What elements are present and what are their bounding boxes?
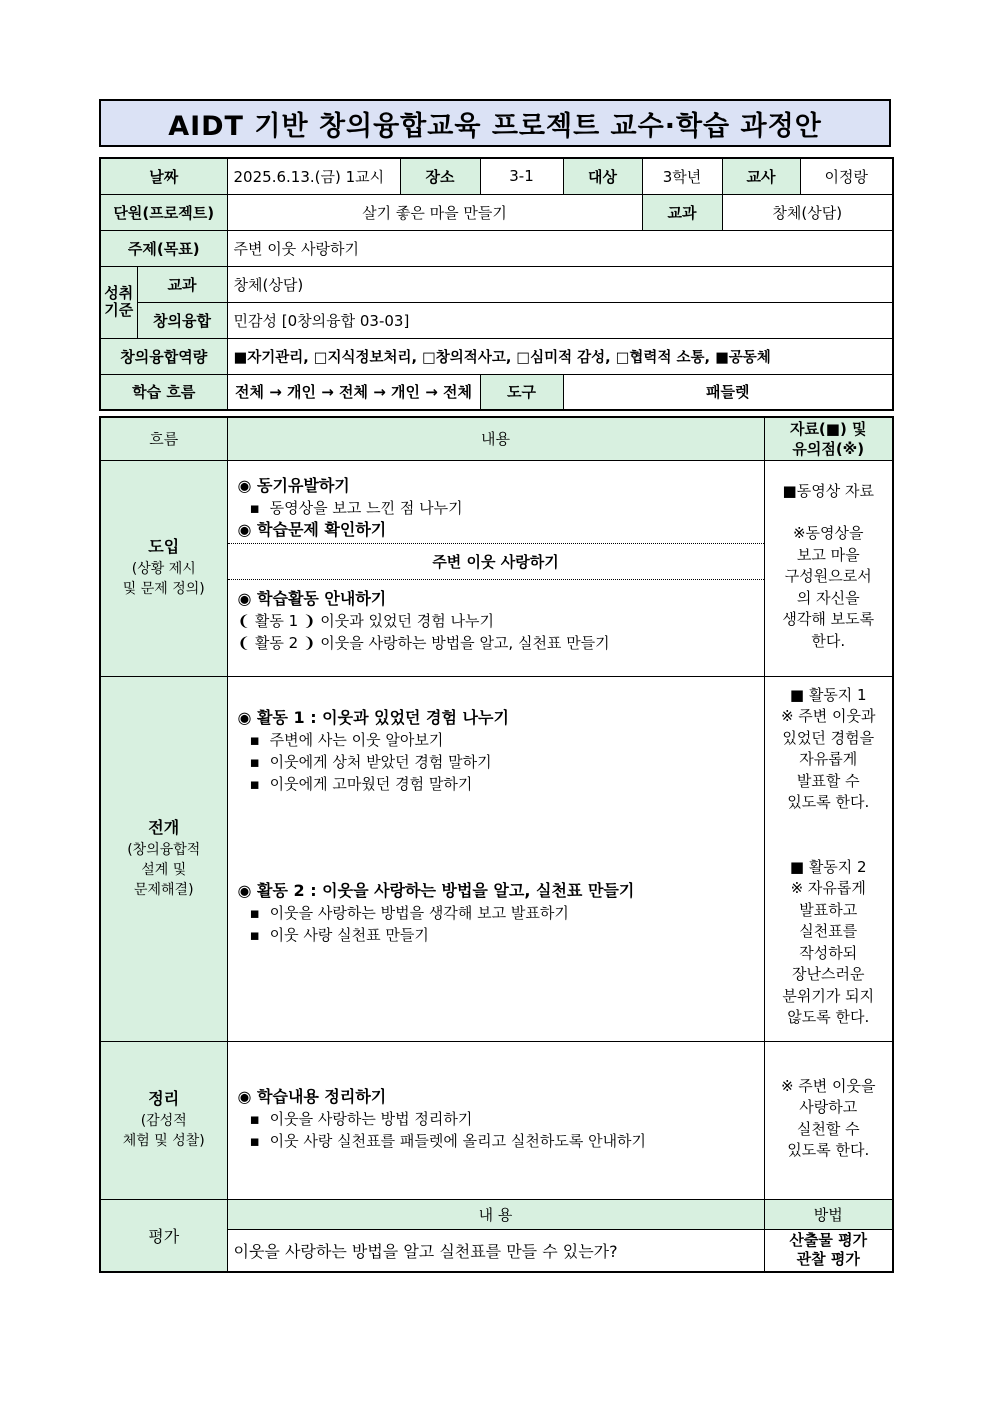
intro-note-line: ■동영상 자료 <box>782 481 874 500</box>
dev-bullet: ▪ 이웃에게 고마웠던 경험 말하기 <box>238 773 754 795</box>
eval-method-observation: 관찰 평가 <box>796 1250 860 1269</box>
stage-dev-sub3: 문제해결) <box>133 881 194 898</box>
intro-note-line: 보고 마을 <box>796 545 860 564</box>
dev-note-2-line: 분위기가 되지 <box>782 986 875 1005</box>
target-value: 3학년 <box>642 158 722 194</box>
dev-heading-activity-1: ◉ 활동 1 : 이웃과 있었던 경험 나누기 <box>237 707 509 727</box>
dev-note-1-line: 자유롭게 <box>799 750 858 768</box>
wrap-note <box>764 1041 893 1199</box>
subject-value: 창체(상담) <box>722 194 893 230</box>
date-label: 날짜 <box>100 158 227 194</box>
stage-dev-title: 전개 <box>148 817 180 837</box>
flow-label: 학습 흐름 <box>100 374 227 410</box>
stage-wrap-title: 정리 <box>148 1089 180 1108</box>
eval-method-header: 방법 <box>764 1199 893 1229</box>
eval-content-value: 이웃을 사랑하는 방법을 알고 실천표를 만들 수 있는가? <box>227 1229 764 1272</box>
col-note-header-line2: 유의점(※) <box>792 439 865 458</box>
dev-note-1-line: ■ 활동지 1 <box>789 685 867 704</box>
dev-note <box>764 676 893 1041</box>
dev-note-2-line: 않도록 한다. <box>787 1008 870 1026</box>
dev-note-2-line: 장난스러운 <box>792 965 865 983</box>
dev-note-2-line: 실천표를 <box>799 922 858 940</box>
dev-bullet: ▪ 이웃 사랑 실천표 만들기 <box>238 924 754 946</box>
topic-label: 주제(목표) <box>100 230 227 266</box>
stage-wrap-up <box>100 1041 227 1199</box>
dev-note-1-line: 있었던 경험을 <box>782 728 875 747</box>
topic-value: 주변 이웃 사랑하기 <box>227 230 893 266</box>
unit-label: 단원(프로젝트) <box>100 194 227 230</box>
stage-development <box>100 676 227 1041</box>
stage-intro-sub2: 및 문제 정의) <box>122 581 205 597</box>
learning-goal: 주변 이웃 사랑하기 <box>228 543 764 579</box>
col-flow-header: 흐름 <box>100 417 227 460</box>
dev-note-1-line: ※ 주변 이웃과 <box>780 707 876 725</box>
competency-label: 창의융합역량 <box>100 338 227 374</box>
dev-bullet: ▪ 이웃을 사랑하는 방법을 생각해 보고 발표하기 <box>238 902 754 924</box>
unit-value: 살기 좋은 마을 만들기 <box>227 194 642 230</box>
stage-intro <box>100 460 227 676</box>
competency-value: ■자기관리, □지식정보처리, □창의적사고, □심미적 감성, □협력적 소통, ■공동체 <box>227 338 893 374</box>
lesson-info-table <box>99 157 894 411</box>
intro-heading-problem: ◉ 학습문제 확인하기 <box>237 519 387 539</box>
target-label: 대상 <box>563 158 642 194</box>
intro-heading-activity-guide: ◉ 학습활동 안내하기 <box>237 588 387 608</box>
dev-note-1-line: 발표할 수 <box>796 771 860 790</box>
wrap-content <box>227 1041 764 1199</box>
intro-note-spacer <box>769 502 889 523</box>
place-value: 3-1 <box>480 158 563 194</box>
dev-note-2-line: ■ 활동지 2 <box>789 857 867 876</box>
wrap-heading-summary: ◉ 학습내용 정리하기 <box>237 1086 387 1106</box>
wrap-note-line: ※ 주변 이웃을 <box>780 1076 876 1095</box>
teacher-value: 이정랑 <box>800 158 893 194</box>
standard-label: 성취기준 <box>100 266 137 338</box>
intro-note <box>764 460 893 676</box>
standard-creative-label: 창의융합 <box>137 302 227 338</box>
dev-note-2-line: 발표하고 <box>799 900 858 919</box>
place-label: 장소 <box>400 158 480 194</box>
tool-value: 패들렛 <box>563 374 893 410</box>
wrap-note-line: 실천할 수 <box>796 1119 860 1138</box>
intro-note-line: 구성원으로서 <box>784 567 872 585</box>
tool-label: 도구 <box>480 374 563 410</box>
intro-note-line: 한다. <box>811 631 846 650</box>
dev-bullet: ▪ 주변에 사는 이웃 알아보기 <box>238 729 754 751</box>
dev-content <box>227 676 764 1041</box>
stage-wrap-sub1: (감성적 <box>140 1113 187 1129</box>
standard-subject-label: 교과 <box>137 266 227 302</box>
wrap-note-line: 있도록 한다. <box>787 1141 870 1159</box>
subject-label: 교과 <box>642 194 722 230</box>
page-title: AIDT 기반 창의융합교육 프로젝트 교수·학습 과정안 <box>99 99 891 147</box>
intro-note-line: ※동영상을 <box>792 524 864 542</box>
stage-intro-sub1: (상황 제시 <box>131 561 196 577</box>
eval-content-header: 내 용 <box>227 1199 764 1229</box>
teacher-label: 교사 <box>722 158 800 194</box>
eval-method-value <box>764 1229 893 1272</box>
col-note-header <box>764 417 893 460</box>
stage-intro-title: 도입 <box>148 537 180 556</box>
intro-note-line: 생각해 보도록 <box>782 610 875 628</box>
intro-note-line: 의 자신을 <box>796 588 860 607</box>
intro-activity-1: ❨ 활동 1 ❩ 이웃과 있었던 경험 나누기 <box>237 611 494 630</box>
wrap-note-line: 사랑하고 <box>799 1098 858 1116</box>
wrap-bullet: ▪ 이웃 사랑 실천표를 패들렛에 올리고 실천하도록 안내하기 <box>238 1130 754 1152</box>
intro-heading-motivation: ◉ 동기유발하기 <box>237 475 350 495</box>
flow-value: 전체 → 개인 → 전체 → 개인 → 전체 <box>227 374 480 410</box>
dev-note-2-line: ※ 자유롭게 <box>790 879 866 897</box>
dev-bullet: ▪ 이웃에게 상처 받았던 경험 말하기 <box>238 751 754 773</box>
dev-note-1-line: 있도록 한다. <box>787 793 870 811</box>
eval-method-product: 산출물 평가 <box>789 1231 868 1250</box>
date-value: 2025.6.13.(금) 1교시 <box>227 158 400 194</box>
standard-subject-value: 창체(상담) <box>227 266 893 302</box>
eval-label: 평가 <box>100 1199 227 1272</box>
stage-wrap-sub2: 체험 및 성찰) <box>122 1133 205 1149</box>
lesson-flow-table <box>99 416 894 1273</box>
dev-heading-activity-2: ◉ 활동 2 : 이웃을 사랑하는 방법을 알고, 실천표 만들기 <box>237 880 635 900</box>
intro-activity-2: ❨ 활동 2 ❩ 이웃을 사랑하는 방법을 알고, 실천표 만들기 <box>237 633 610 652</box>
stage-dev-sub2: 설계 및 <box>141 861 187 878</box>
col-note-header-line1: 자료(■) 및 <box>789 419 867 438</box>
standard-creative-value: 민감성 [0창의융합 03-03] <box>227 302 893 338</box>
col-content-header: 내용 <box>227 417 764 460</box>
wrap-bullet: ▪ 이웃을 사랑하는 방법 정리하기 <box>238 1108 754 1130</box>
intro-content <box>227 460 764 676</box>
stage-dev-sub1: (창의융합적 <box>127 841 201 858</box>
intro-bullet-video: ▪ 동영상을 보고 느낀 점 나누기 <box>238 497 754 519</box>
dev-note-2-line: 작성하되 <box>799 943 858 962</box>
